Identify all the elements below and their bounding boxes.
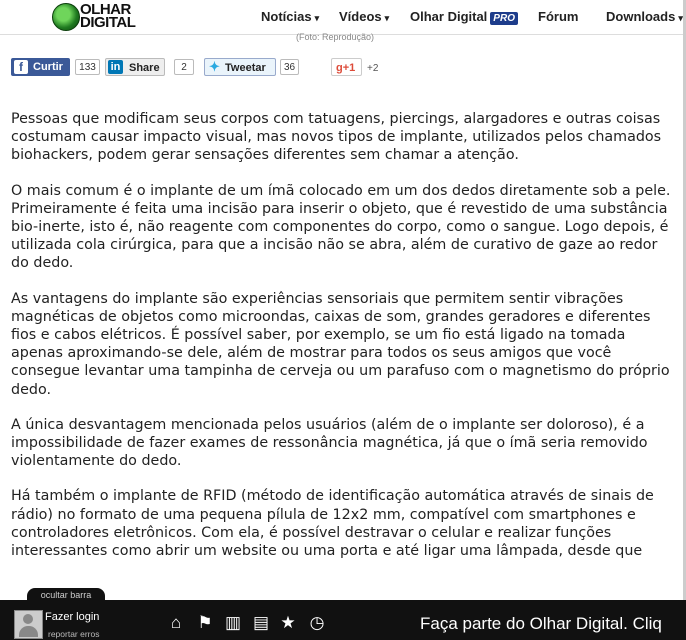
logo-text bbox=[80, 3, 135, 29]
google-plus-button[interactable] bbox=[331, 58, 362, 76]
clock-icon[interactable]: ◷ bbox=[309, 613, 325, 632]
logo-globe-icon bbox=[52, 3, 80, 31]
google-plus-icon: g bbox=[336, 62, 343, 74]
promo-banner-text[interactable]: Faça parte do Olhar Digital. Cliq bbox=[420, 614, 662, 633]
top-navigation bbox=[0, 0, 686, 35]
google-plus-count: +2 bbox=[367, 63, 379, 74]
hide-bar-tab[interactable]: ocultar barra bbox=[27, 588, 105, 602]
facebook-like-label: Curtir bbox=[33, 61, 63, 73]
nav-forum[interactable] bbox=[538, 9, 578, 24]
share-bar bbox=[0, 56, 686, 86]
facebook-icon: f bbox=[14, 60, 28, 74]
nav-downloads-label: Downloads bbox=[606, 9, 676, 24]
twitter-tweet-label: Tweetar bbox=[225, 62, 266, 74]
chevron-down-icon: ▾ bbox=[678, 13, 683, 23]
login-link[interactable]: Fazer login bbox=[45, 611, 100, 623]
chevron-down-icon: ▾ bbox=[384, 13, 390, 23]
twitter-tweet-button[interactable] bbox=[204, 58, 276, 76]
twitter-count: 36 bbox=[280, 59, 299, 75]
home-icon[interactable]: ⌂ bbox=[170, 613, 182, 632]
nav-downloads[interactable] bbox=[606, 9, 683, 24]
nav-noticias[interactable] bbox=[261, 9, 319, 24]
facebook-count: 133 bbox=[75, 59, 100, 75]
nav-forum-label: Fórum bbox=[538, 9, 579, 24]
report-errors-link[interactable]: reportar erros bbox=[48, 629, 100, 639]
article-body bbox=[11, 110, 671, 577]
linkedin-count: 2 bbox=[174, 59, 194, 75]
chevron-down-icon: ▾ bbox=[314, 13, 320, 23]
article-paragraph: Pessoas que modificam seus corpos com tatuagens, piercings, alargadores e outras coisas costumam causar impacto visual, mas novos tipos de implante, utilizados pelos chamados biohackers, podem gerar sensações diferentes sem chamar a atenção. bbox=[11, 111, 662, 164]
article-paragraph: As vantagens do implante são experiências sensoriais que permitem sentir vibrações magnéticas de objetos como microondas, caixas de som, grandes geradores e diferentes fios e cabos elétricos. É possível saber, por exemplo, se um fio está ligado na tomada apenas aproximando-se dele, além de mostrar para todos os seus amigos que você consegue levantar uma tampinha de cerveja ou um parafuso com o magnetismo do próprio dedo. bbox=[11, 290, 670, 398]
nav-noticias-label: Notícias bbox=[261, 9, 312, 24]
window-icon[interactable]: ▤ bbox=[252, 613, 270, 632]
twitter-bird-icon: ✦ bbox=[209, 59, 220, 74]
nav-olhar-digital-pro[interactable] bbox=[410, 9, 518, 25]
google-plus-label: +1 bbox=[342, 62, 356, 74]
linkedin-share-label: Share bbox=[129, 62, 160, 74]
facebook-like-button[interactable] bbox=[11, 58, 70, 76]
logo-line-2: DIGITAL bbox=[80, 14, 136, 31]
photo-caption: (Foto: Reprodução) bbox=[296, 32, 375, 42]
article-paragraph: O mais comum é o implante de um ímã colocado em um dos dedos diretamente sob a pele. Primeiramente é feita uma incisão para inserir o objeto, que é revestido de uma substância bio-inerte, isto é, não reagente com componentes do corpo, como o sangue. Logo depois, é utilizada cola cirúrgica, para que a incisão não se abra, além de curativo de gaze ao redor do dedo. bbox=[11, 182, 671, 272]
nav-videos-label: Vídeos bbox=[339, 9, 382, 24]
article-paragraph: Há também o implante de RFID (método de identificação automática através de sinais de rádio) no formato de uma pequena pílula de 12x2 mm, compatível com smartphones e controladores eletrônicos. Com ela, é possível destravar o celular e realizar funções interessantes como abrir um website ou uma porta e até ligar uma lâmpada, desde que bbox=[11, 488, 654, 560]
pro-badge: PRO bbox=[490, 12, 518, 25]
nav-olhar-digital-label: Olhar Digital bbox=[410, 9, 488, 24]
linkedin-share-button[interactable] bbox=[105, 58, 165, 76]
flag-icon[interactable]: ⚑ bbox=[197, 613, 213, 632]
bottom-toolbar bbox=[0, 600, 686, 640]
library-icon[interactable]: ▥ bbox=[224, 613, 242, 632]
nav-videos[interactable] bbox=[339, 9, 389, 24]
star-icon[interactable]: ★ bbox=[280, 613, 296, 632]
logo-line-1: OLHAR bbox=[80, 1, 131, 18]
user-avatar-icon[interactable] bbox=[14, 610, 43, 639]
article-paragraph: A única desvantagem mencionada pelos usuários (além de o implante ser doloroso), é a impossibilidade de fazer exames de ressonância magnética, já que o ímã seria removido violentamente do dedo. bbox=[11, 416, 648, 470]
linkedin-icon: in bbox=[108, 60, 123, 74]
olhar-digital-logo[interactable] bbox=[52, 2, 142, 32]
